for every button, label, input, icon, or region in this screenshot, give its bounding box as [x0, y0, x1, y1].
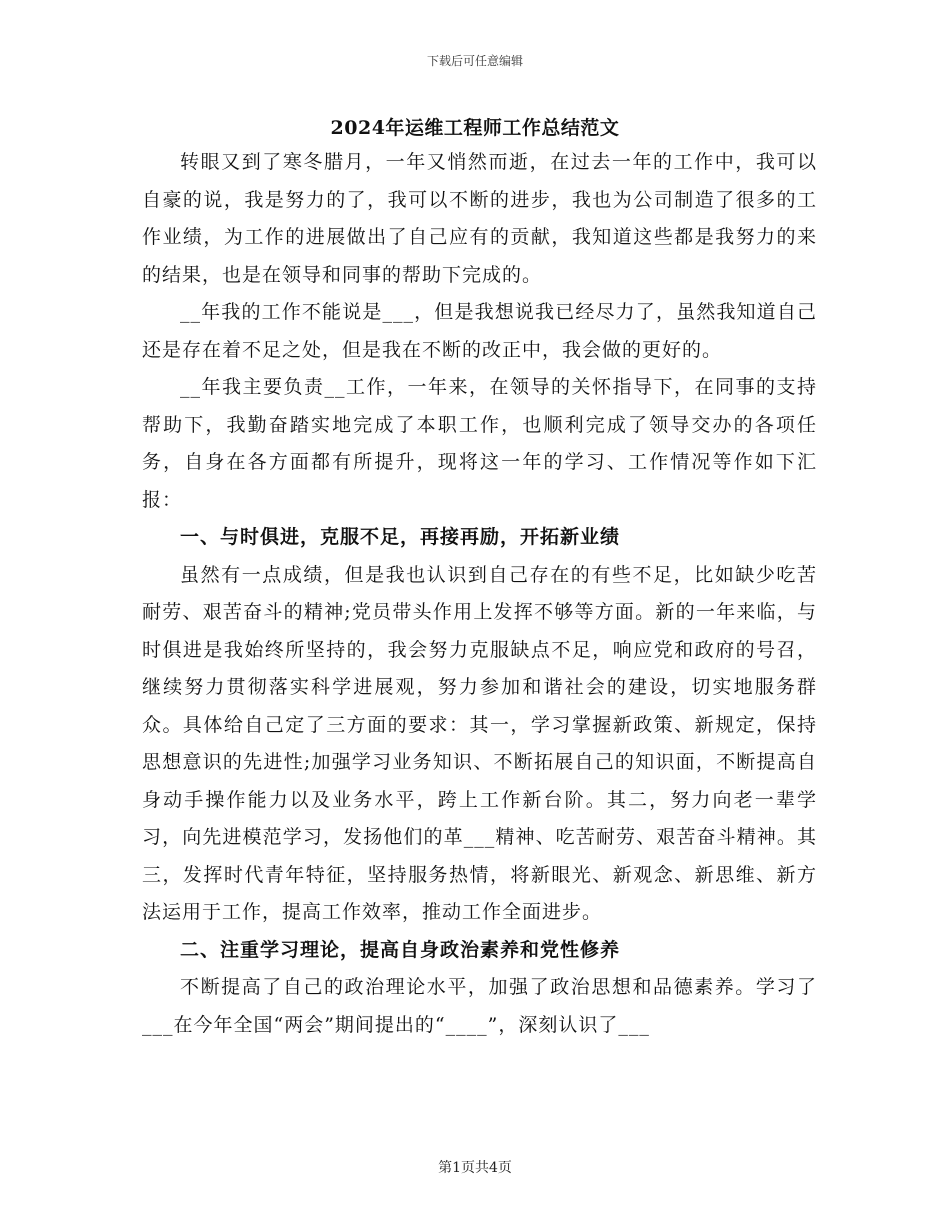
page-number-footer: 第1页共4页 [438, 1160, 512, 1176]
section-heading-1: 一、与时俱进，克服不足，再接再励，开拓新业绩 [180, 526, 621, 548]
document-body [142, 144, 817, 1044]
paragraph-section-2: 不断提高了自己的政治理论水平，加强了政治思想和品德素养。学习了___在今年全国“两会”期间提出的“____”，深刻认识了___ [142, 976, 817, 1036]
document-title: 2024年运维工程师工作总结范文 [330, 117, 620, 139]
section-heading-2: 二、注重学习理论，提高自身政治素养和党性修养 [180, 938, 621, 961]
paragraph-responsibility: __年我主要负责__工作，一年来，在领导的关怀指导下，在同事的支持帮助下，我勤奋踏实地完成了本职工作，也顺利完成了领导交办的各项任务，自身在各方面都有所提升，现将这一年的学习、工作情况等作如下汇报： [142, 376, 817, 511]
header-note: 下载后可任意编辑 [426, 54, 523, 68]
paragraph-section-1: 虽然有一点成绩，但是我也认识到自己存在的有些不足，比如缺少吃苦耐劳、艰苦奋斗的精神;党员带头作用上发挥不够等方面。新的一年来临，与时俱进是我始终所坚持的，我会努力克服缺点不足，响应党和政府的号召，继续努力贯彻落实科学进展观，努力参加和谐社会的建设，切实地服务群众。具体给自己定了三方面的要求：其一，学习掌握新政策、新规定，保持思想意识的先进性;加强学习业务知识、不断拓展自己的知识面，不断提高自身动手操作能力以及业务水平，跨上工作新台阶。其二，努力向老一辈学习，向先进模范学习，发扬他们的革___精神、吃苦耐劳、艰苦奋斗精神。其三，发挥时代青年特征，坚持服务热情，将新眼光、新观念、新思维、新方法运用于工作，提高工作效率，推动工作全面进步。 [142, 563, 817, 923]
paragraph-self-assessment: __年我的工作不能说是___，但是我想说我已经尽力了，虽然我知道自己还是存在着不足之处，但是我在不断的改正中，我会做的更好的。 [142, 301, 817, 361]
paragraph-intro: 转眼又到了寒冬腊月，一年又悄然而逝，在过去一年的工作中，我可以自豪的说，我是努力的了，我可以不断的进步，我也为公司制造了很多的工作业绩，为工作的进展做出了自己应有的贡献，我知道这些都是我努力的来的结果，也是在领导和同事的帮助下完成的。 [142, 151, 817, 286]
